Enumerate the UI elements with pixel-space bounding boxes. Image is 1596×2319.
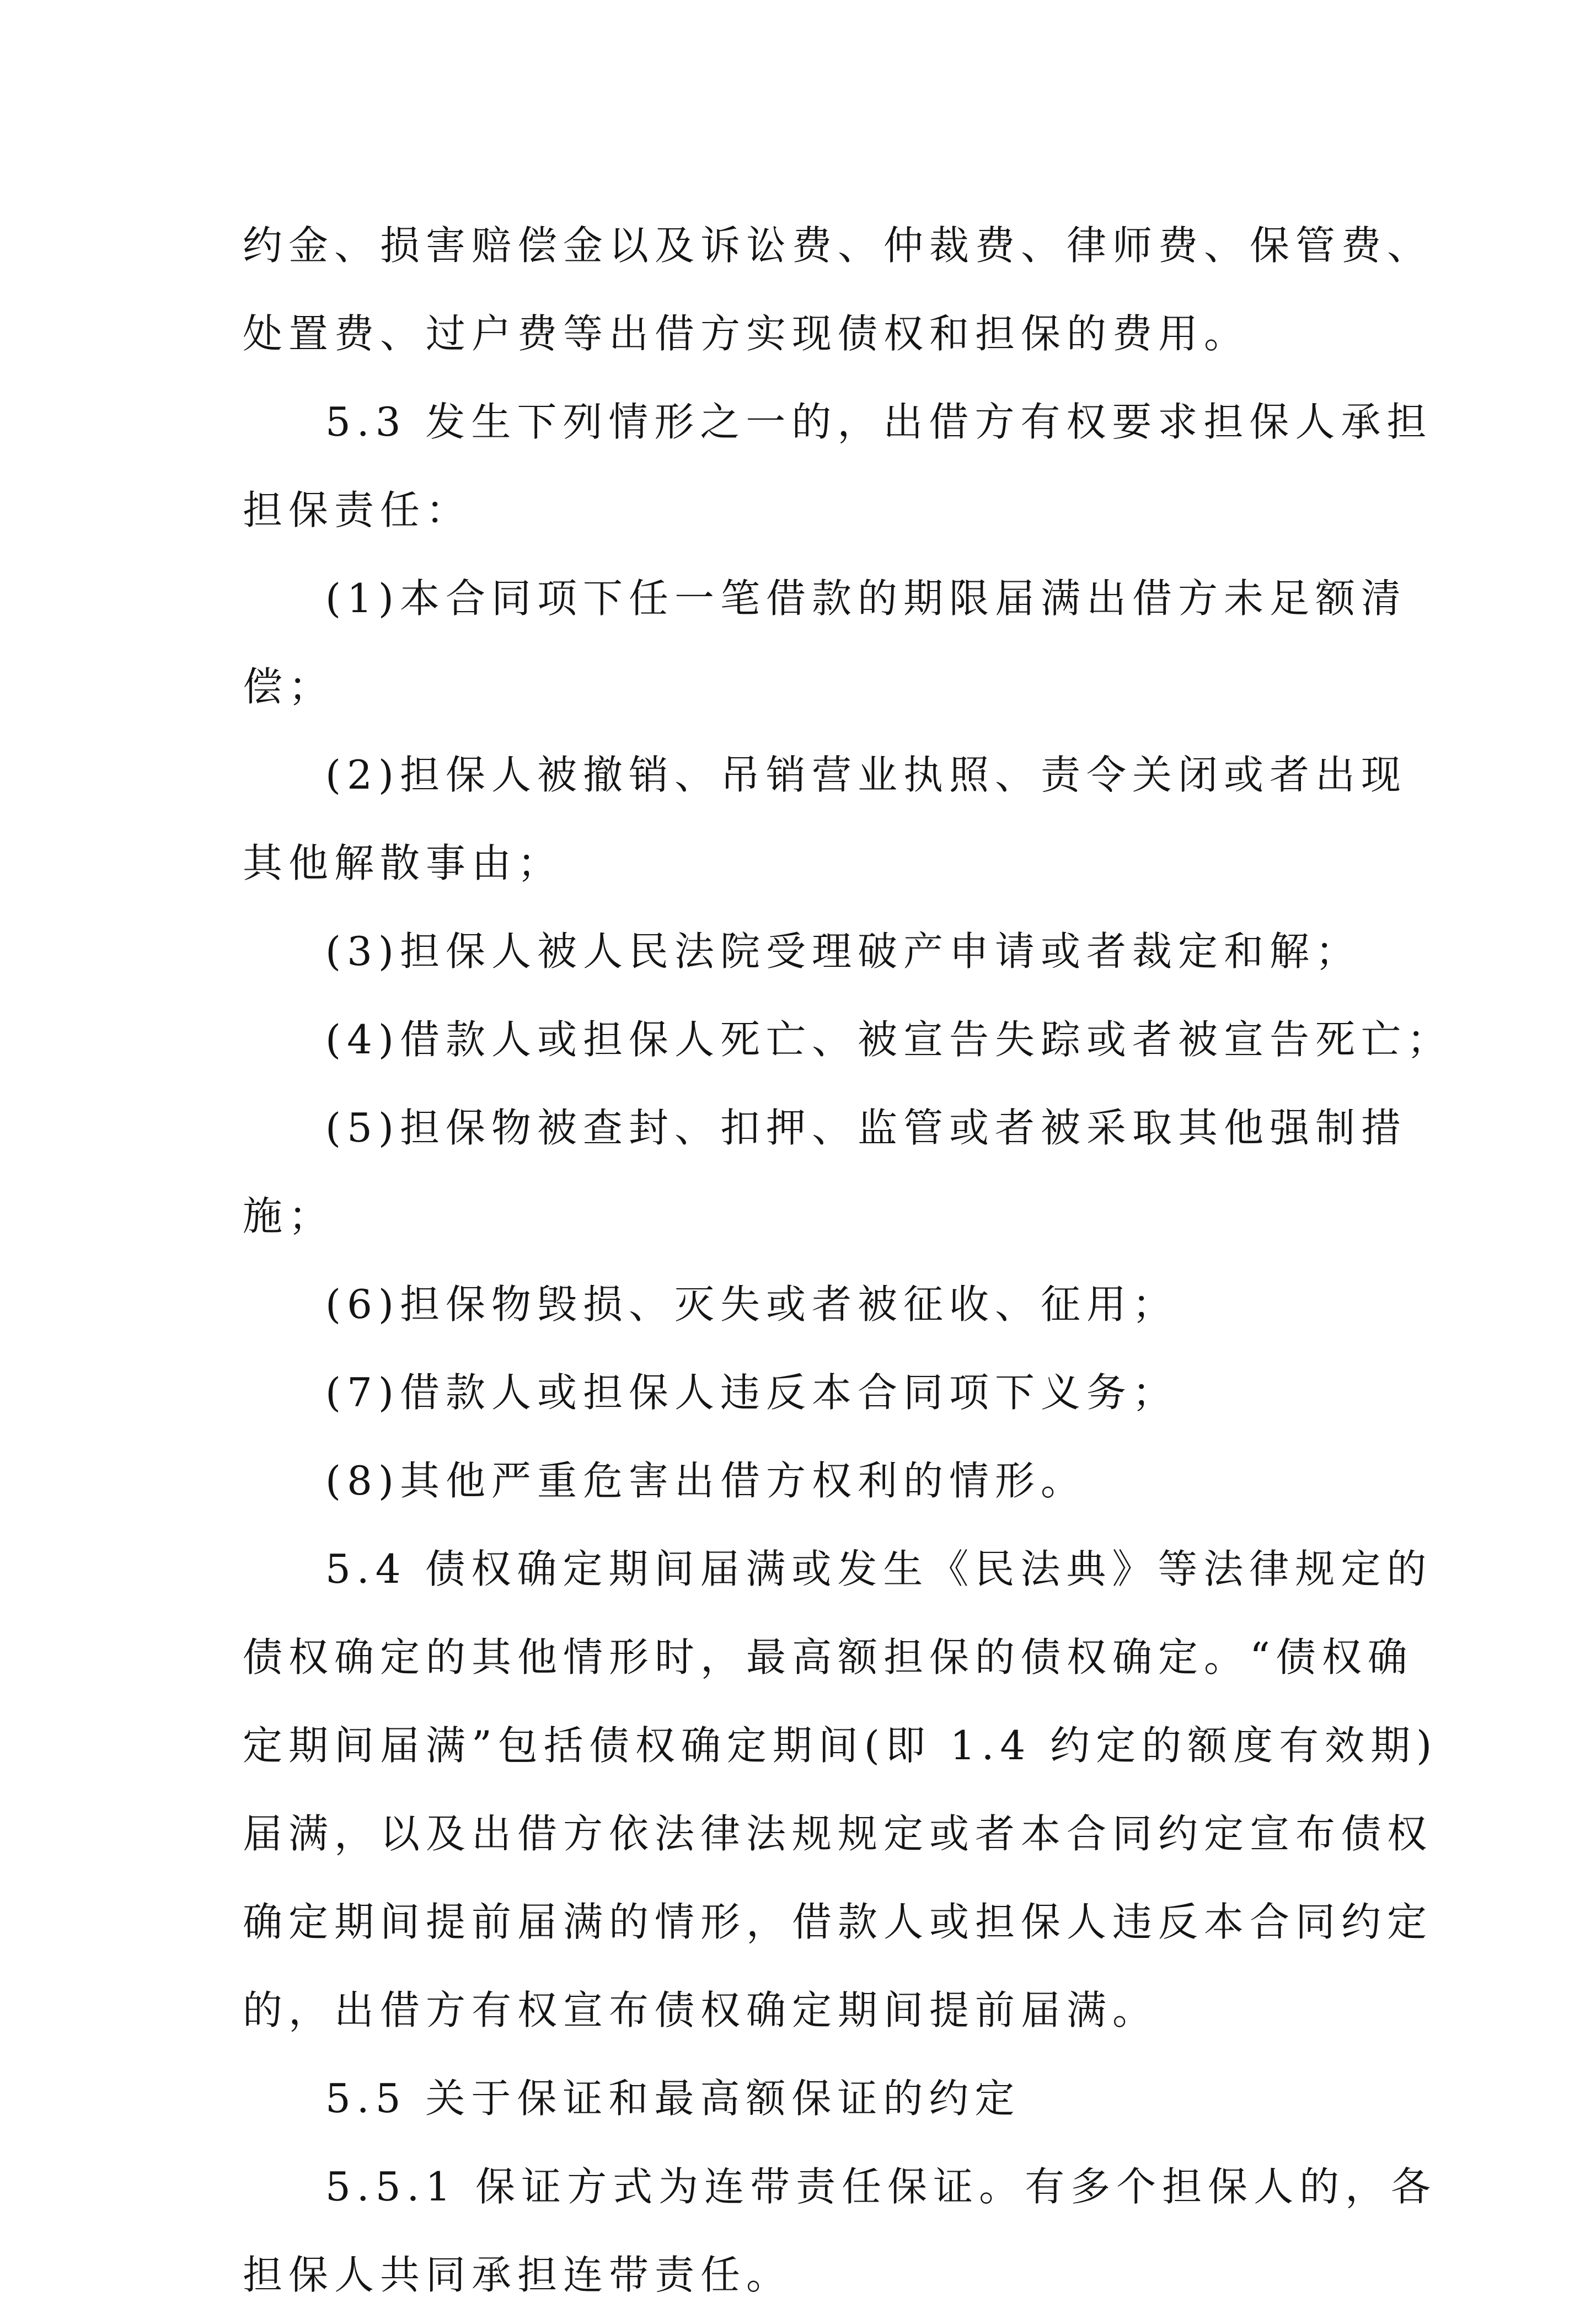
text-line: 债权确定的其他情形时，最高额担保的债权确定。“债权确 [243, 1634, 1413, 1680]
text-line: 确定期间提前届满的情形，借款人或担保人违反本合同约定 [243, 1899, 1433, 1945]
text-line: 处置费、过户费等出借方实现债权和担保的费用。 [243, 310, 1250, 357]
clause-5-5-1: 5.5.1 保证方式为连带责任保证。有多个担保人的，各 [325, 2163, 1437, 2210]
list-item-4: (4)借款人或担保人死亡、被宣告失踪或者被宣告死亡； [325, 1016, 1453, 1063]
list-item-1: (1)本合同项下任一笔借款的期限届满出借方未足额清 [325, 575, 1407, 622]
text-line: 其他解散事由； [243, 840, 564, 886]
document-body [243, 201, 1453, 2319]
text-line: 的，出借方有权宣布债权确定期间提前届满。 [243, 1987, 1159, 2033]
list-item-8: (8)其他严重危害出借方权利的情形。 [325, 1458, 1086, 1504]
list-item-7: (7)借款人或担保人违反本合同项下义务； [325, 1369, 1178, 1416]
clause-5-4: 5.4 债权确定期间届满或发生《民法典》等法律规定的 [325, 1546, 1433, 1592]
list-item-2: (2)担保人被撤销、吊销营业执照、责令关闭或者出现 [325, 752, 1407, 798]
text-line: 担保人共同承担连带责任。 [243, 2252, 792, 2298]
text-line: 担保责任： [243, 487, 472, 533]
text-line: 届满，以及出借方依法律法规规定或者本合同约定宣布债权 [243, 1811, 1433, 1857]
clause-5-5-heading: 5.5 关于保证和最高额保证的约定 [325, 2075, 1021, 2122]
text-line: 定期间届满”包括债权确定期间(即 1.4 约定的额度有效期) [243, 1722, 1438, 1769]
text-line: 施； [243, 1193, 335, 1239]
clause-5-3: 5.3 发生下列情形之一的，出借方有权要求担保人承担 [325, 399, 1433, 445]
list-item-3: (3)担保人被人民法院受理破产申请或者裁定和解； [325, 928, 1361, 974]
list-item-6: (6)担保物毁损、灭失或者被征收、征用； [325, 1281, 1178, 1327]
text-line: 偿； [243, 663, 335, 710]
list-item-5: (5)担保物被查封、扣押、监管或者被采取其他强制措 [325, 1105, 1407, 1151]
text-line: 约金、损害赔偿金以及诉讼费、仲裁费、律师费、保管费、 [243, 222, 1433, 269]
